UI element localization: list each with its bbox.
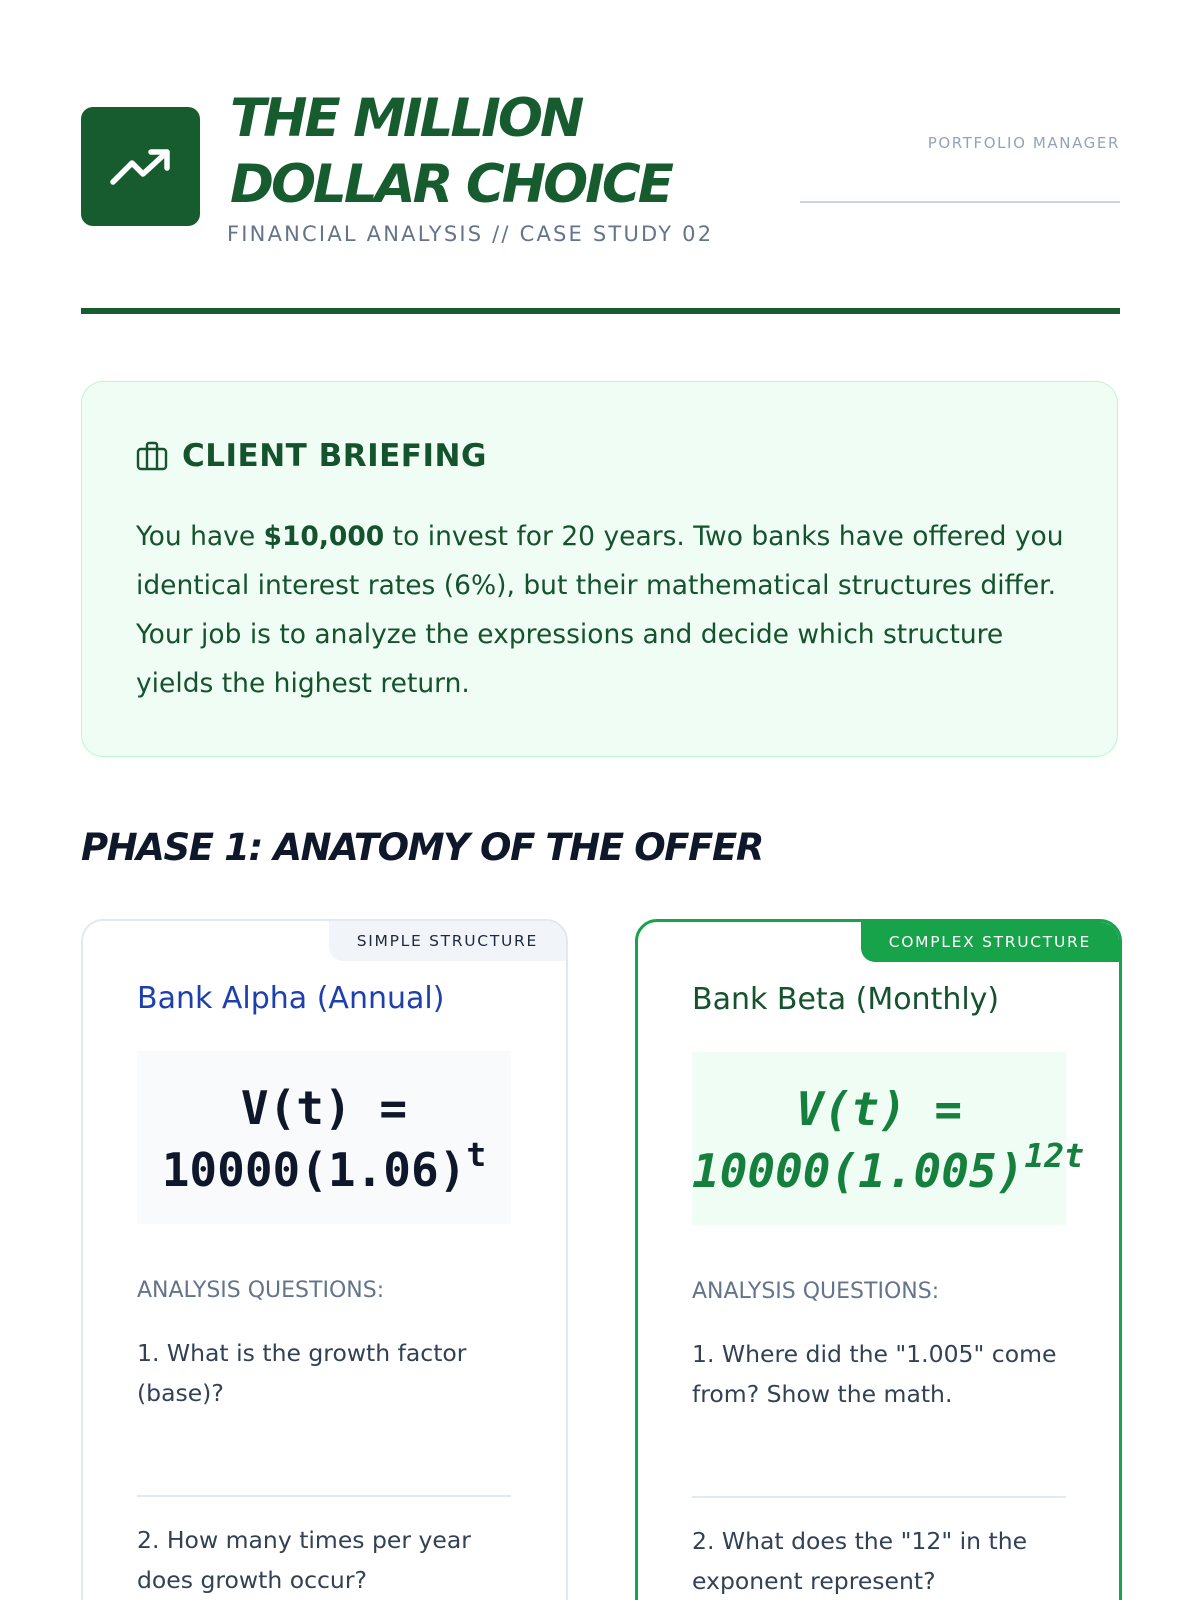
page-header bbox=[81, 86, 1120, 316]
question-2: 2. What does the "12" in the exponent represent? bbox=[692, 1527, 1028, 1595]
formula-lhs: V(t) = bbox=[795, 1082, 963, 1136]
question-1: 1. What is the growth factor (base)? bbox=[137, 1339, 467, 1407]
briefcase-icon bbox=[136, 441, 168, 471]
bank-beta-card bbox=[635, 919, 1122, 1600]
portfolio-manager-signature-line[interactable] bbox=[800, 201, 1120, 203]
briefing-text bbox=[136, 512, 1076, 708]
formula-rhs bbox=[137, 1135, 511, 1201]
formula-rhs bbox=[692, 1136, 1084, 1202]
structure-badge: SIMPLE STRUCTURE bbox=[329, 921, 566, 961]
analysis-questions-label: ANALYSIS QUESTIONS: bbox=[137, 1278, 385, 1303]
answer-line-1[interactable] bbox=[137, 1495, 511, 1497]
portfolio-manager-label: PORTFOLIO MANAGER bbox=[927, 134, 1120, 152]
formula-lhs: V(t) = bbox=[240, 1081, 408, 1135]
page-subtitle: FINANCIAL ANALYSIS // CASE STUDY 02 bbox=[227, 222, 714, 246]
briefing-heading bbox=[136, 438, 487, 474]
formula-base: 10000(1.06) bbox=[161, 1143, 467, 1197]
formula-exponent: t bbox=[466, 1135, 487, 1174]
phase-1-title: PHASE 1: ANATOMY OF THE OFFER bbox=[81, 826, 763, 869]
investment-amount: $10,000 bbox=[263, 521, 385, 552]
briefing-text-before: You have bbox=[136, 521, 264, 552]
formula bbox=[692, 1052, 1084, 1225]
title-line-1: THE MILLION bbox=[230, 88, 582, 149]
page-title bbox=[230, 86, 671, 218]
header-divider bbox=[81, 308, 1120, 314]
logo bbox=[81, 107, 200, 226]
formula-base: 10000(1.005) bbox=[692, 1144, 1025, 1198]
question-1: 1. Where did the "1.005" come from? Show the math. bbox=[692, 1340, 1057, 1408]
bank-alpha-card bbox=[81, 919, 568, 1600]
structure-badge: COMPLEX STRUCTURE bbox=[861, 922, 1119, 962]
formula bbox=[137, 1051, 511, 1224]
title-line-2: DOLLAR CHOICE bbox=[230, 154, 672, 215]
briefing-text-after: to invest for 20 years. Two banks have offered you identical interest rates (6%), but their mathematical structures differ. Your job is to analyze the expressions and decide which structure yields the highest return. bbox=[136, 521, 1064, 699]
formula-exponent: 12t bbox=[1024, 1136, 1084, 1175]
trending-up-icon bbox=[110, 147, 172, 187]
question-2: 2. How many times per year does growth occur? bbox=[137, 1526, 471, 1594]
client-briefing-panel bbox=[81, 381, 1118, 757]
bank-name: Bank Beta (Monthly) bbox=[692, 982, 1000, 1017]
analysis-questions-label: ANALYSIS QUESTIONS: bbox=[692, 1279, 940, 1304]
answer-line-1[interactable] bbox=[692, 1496, 1066, 1498]
bank-name: Bank Alpha (Annual) bbox=[137, 981, 445, 1016]
briefing-title: CLIENT BRIEFING bbox=[182, 438, 487, 474]
